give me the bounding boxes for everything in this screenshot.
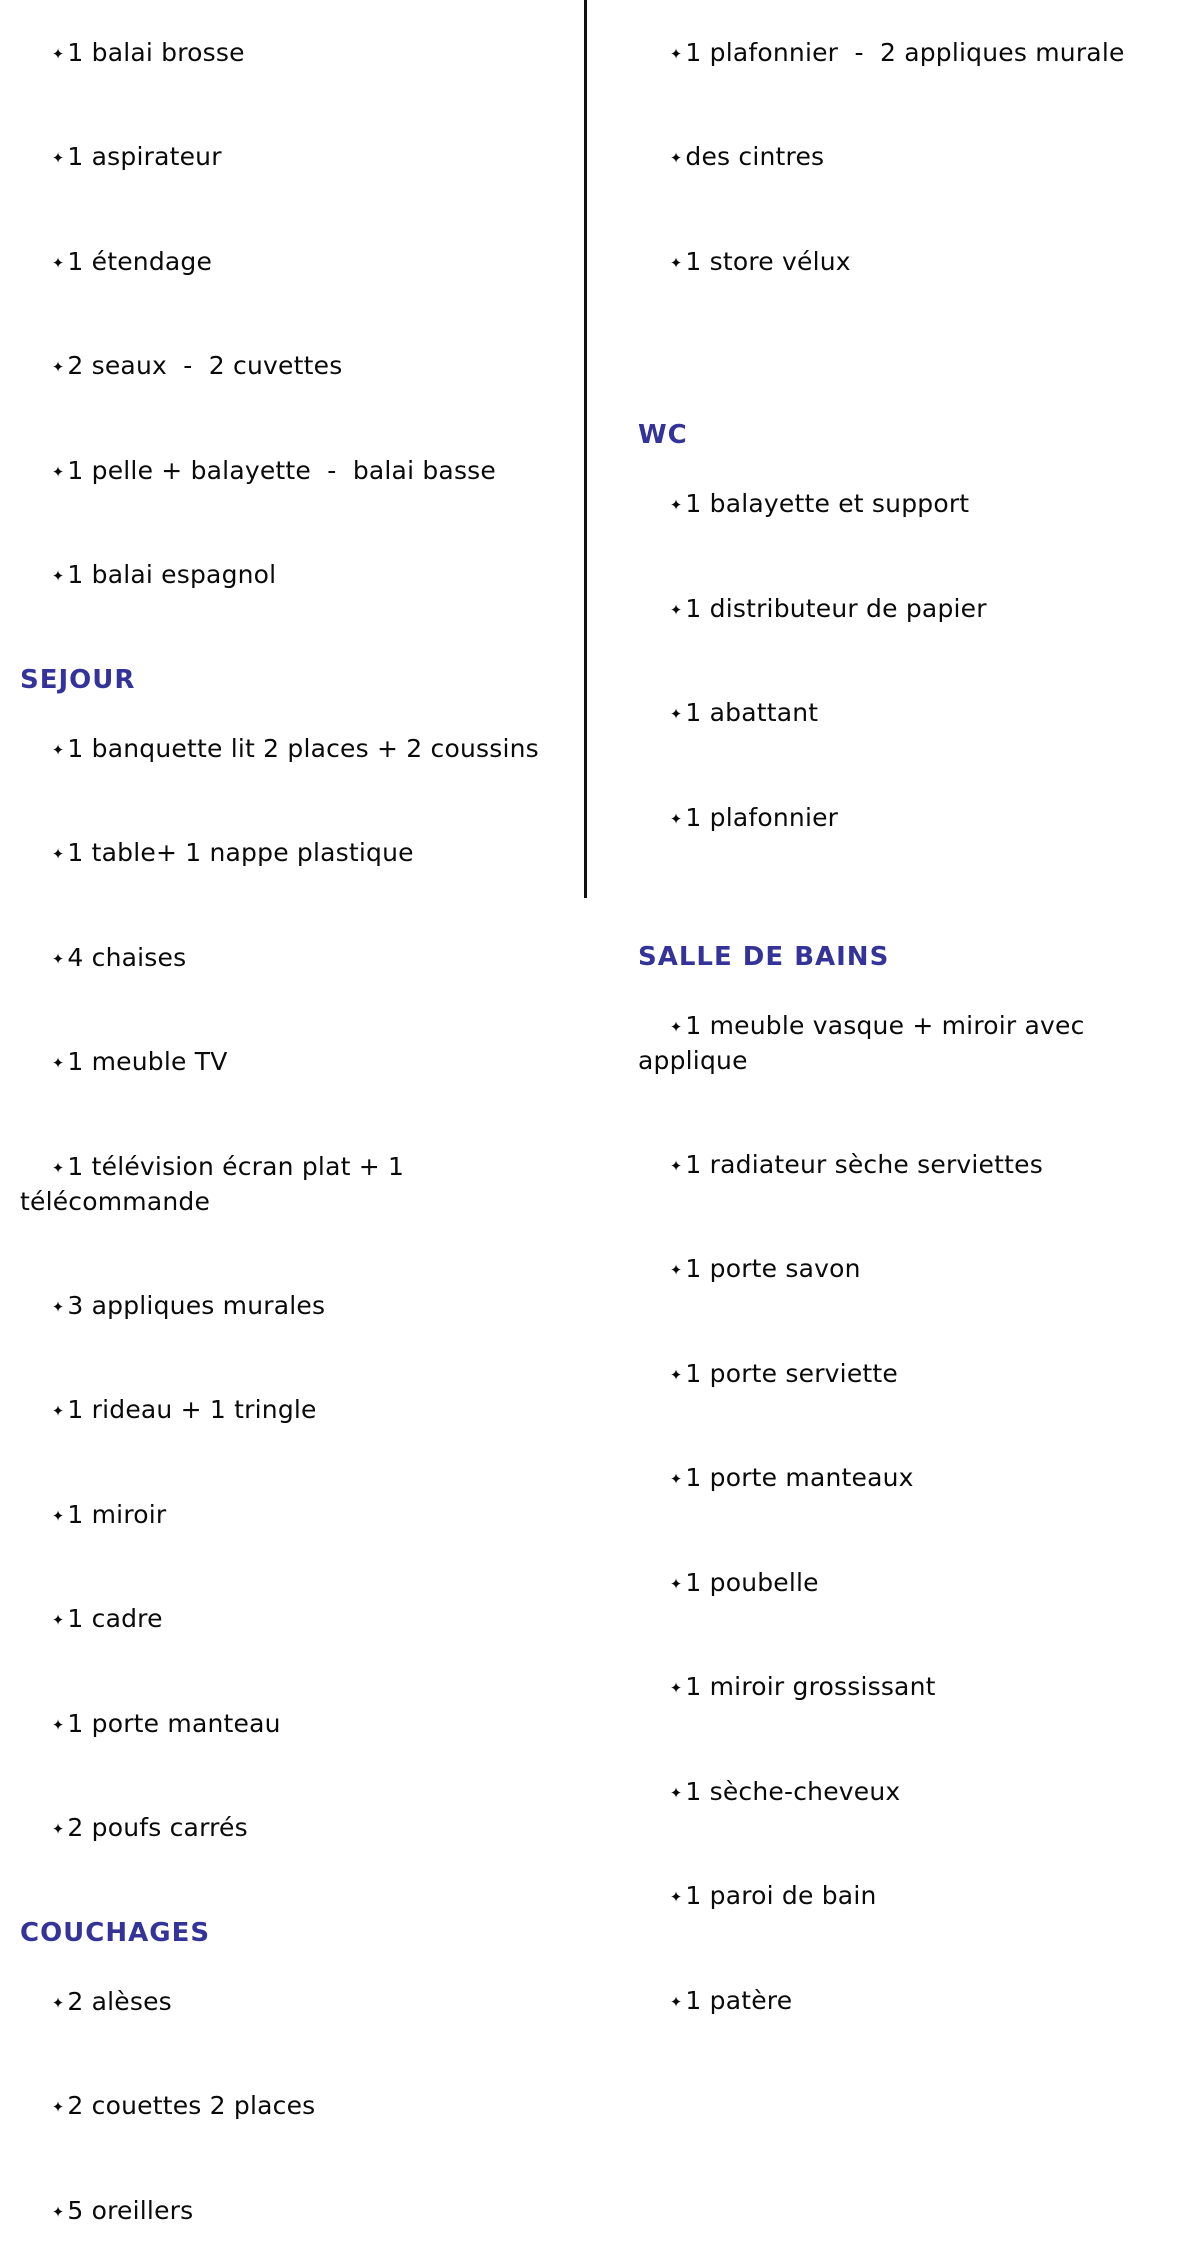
diamond-bullet-icon: ✦ (51, 949, 65, 968)
list-item (20, 1568, 577, 1673)
list-item (20, 2055, 577, 2160)
list-item (638, 766, 1192, 871)
list-item (20, 1115, 577, 1254)
inventory-section (638, 418, 1192, 871)
list-item (20, 1463, 577, 1568)
item-text: des cintres (685, 142, 825, 171)
item-text: 4 chaises (67, 942, 187, 972)
item-text: 1 abattant (685, 698, 819, 727)
item-text: 1 porte serviette (685, 1358, 898, 1388)
list-item (20, 1254, 577, 1359)
list-item (20, 1, 577, 106)
inventory-section (20, 1, 577, 628)
item-text: 1 étendage (67, 246, 213, 276)
item-text: 1 porte savon (685, 1254, 861, 1283)
list-item (20, 106, 577, 211)
item-text: 1 plafonnier - 2 appliques murale (685, 37, 1125, 67)
list-item (20, 1359, 577, 1464)
item-list (20, 1950, 577, 2264)
diamond-bullet-icon: ✦ (669, 1156, 683, 1175)
diamond-bullet-icon: ✦ (51, 1993, 65, 2012)
list-item (638, 1531, 1192, 1636)
inventory-section (638, 1, 1192, 315)
list-item (638, 1427, 1192, 1532)
section-title: WC (638, 420, 688, 450)
inventory-section (20, 1916, 577, 2264)
list-item (638, 210, 1192, 315)
diamond-bullet-icon: ✦ (669, 1574, 683, 1593)
list-item (20, 802, 577, 907)
list-item (638, 453, 1192, 558)
list-item (638, 1113, 1192, 1218)
item-text: 1 plafonnier (685, 802, 839, 832)
list-item (638, 1636, 1192, 1741)
diamond-bullet-icon: ✦ (51, 1402, 65, 1420)
item-list (638, 974, 1192, 2054)
item-text: 3 appliques murales (67, 1290, 326, 1320)
diamond-bullet-icon: ✦ (669, 1470, 683, 1488)
item-text: 5 oreillers (67, 2195, 194, 2225)
diamond-bullet-icon: ✦ (669, 1017, 683, 1036)
list-item (20, 1011, 577, 1116)
item-text: 1 aspirateur (67, 142, 222, 171)
diamond-bullet-icon: ✦ (669, 44, 683, 63)
diamond-bullet-icon: ✦ (51, 462, 65, 481)
item-list (638, 1, 1192, 315)
list-item (20, 697, 577, 802)
item-text: 1 paroi de bain (685, 1881, 877, 1910)
diamond-bullet-icon: ✦ (51, 1820, 65, 1838)
item-text: 1 meuble vasque + miroir avec applique (638, 1010, 1093, 1075)
diamond-bullet-icon: ✦ (669, 1679, 683, 1697)
diamond-bullet-icon: ✦ (669, 1783, 683, 1802)
list-item (638, 974, 1192, 1113)
item-text: 1 porte manteaux (685, 1463, 914, 1492)
item-text: 1 rideau + 1 tringle (67, 1395, 317, 1424)
item-text: 1 miroir (67, 1499, 167, 1529)
diamond-bullet-icon: ✦ (51, 44, 65, 63)
item-text: 1 meuble TV (67, 1047, 228, 1076)
diamond-bullet-icon: ✦ (669, 705, 683, 723)
item-text: 1 cadre (67, 1604, 163, 1633)
diamond-bullet-icon: ✦ (669, 1261, 683, 1279)
item-text: 1 poubelle (685, 1567, 819, 1597)
column-left (0, 0, 585, 2264)
item-text: 2 seaux - 2 cuvettes (67, 351, 343, 380)
diamond-bullet-icon: ✦ (51, 253, 65, 272)
item-text: 1 patère (685, 1985, 793, 2015)
list-item (638, 1218, 1192, 1323)
item-text: 1 distributeur de papier (685, 593, 987, 623)
item-list (638, 453, 1192, 871)
list-item (638, 1, 1192, 106)
diamond-bullet-icon: ✦ (51, 1158, 65, 1177)
inventory-section (20, 663, 577, 1882)
item-text: 1 balayette et support (685, 489, 970, 518)
diamond-bullet-icon: ✦ (51, 740, 65, 759)
list-item (638, 1949, 1192, 2054)
item-list (20, 697, 577, 1881)
item-text: 1 table+ 1 nappe plastique (67, 838, 414, 867)
item-text: 1 balai espagnol (67, 560, 277, 589)
list-item (20, 315, 577, 420)
item-text: 1 pelle + balayette - balai basse (67, 455, 496, 485)
column-right (588, 0, 1200, 2054)
item-text: 1 sèche-cheveux (685, 1776, 901, 1806)
list-item (20, 1672, 577, 1777)
diamond-bullet-icon: ✦ (51, 1506, 65, 1525)
diamond-bullet-icon: ✦ (51, 1054, 65, 1072)
item-text: 1 télévision écran plat + 1 télécommande (20, 1151, 413, 1216)
diamond-bullet-icon: ✦ (51, 1611, 65, 1629)
list-item (20, 2159, 577, 2264)
item-text: 2 alèses (67, 1986, 172, 2016)
section-title: SEJOUR (20, 664, 136, 695)
list-item (20, 1777, 577, 1882)
column-divider (584, 0, 587, 898)
list-item (20, 419, 577, 524)
item-text: 1 balai brosse (67, 37, 245, 67)
item-text: 2 couettes 2 places (67, 2091, 316, 2120)
diamond-bullet-icon: ✦ (51, 845, 65, 863)
diamond-bullet-icon: ✦ (669, 809, 683, 828)
section-title: COUCHAGES (20, 1917, 211, 1948)
list-item (638, 1322, 1192, 1427)
diamond-bullet-icon: ✦ (669, 600, 683, 619)
diamond-bullet-icon: ✦ (669, 253, 683, 272)
diamond-bullet-icon: ✦ (669, 149, 683, 167)
diamond-bullet-icon: ✦ (51, 2098, 65, 2116)
section-title: SALLE DE BAINS (638, 941, 890, 972)
item-text: 1 miroir grossissant (685, 1672, 936, 1701)
diamond-bullet-icon: ✦ (669, 496, 683, 514)
item-text: 1 radiateur sèche serviettes (685, 1149, 1043, 1179)
diamond-bullet-icon: ✦ (51, 149, 65, 167)
diamond-bullet-icon: ✦ (669, 1888, 683, 1906)
diamond-bullet-icon: ✦ (669, 1992, 683, 2011)
list-item (638, 106, 1192, 211)
diamond-bullet-icon: ✦ (51, 2202, 65, 2221)
item-text: 1 banquette lit 2 places + 2 coussins (67, 733, 539, 763)
diamond-bullet-icon: ✦ (51, 1715, 65, 1734)
list-item (638, 1845, 1192, 1950)
diamond-bullet-icon: ✦ (51, 1297, 65, 1316)
list-item (20, 210, 577, 315)
item-text: 1 store vélux (685, 246, 851, 276)
diamond-bullet-icon: ✦ (51, 567, 65, 585)
list-item (638, 1740, 1192, 1845)
list-item (20, 524, 577, 629)
diamond-bullet-icon: ✦ (669, 1365, 683, 1384)
item-list (20, 1, 577, 628)
item-text: 2 poufs carrés (67, 1813, 248, 1842)
list-item (20, 906, 577, 1011)
list-item (638, 662, 1192, 767)
inventory-section (638, 940, 1192, 2054)
diamond-bullet-icon: ✦ (51, 358, 65, 376)
list-item (20, 1950, 577, 2055)
item-text: 1 porte manteau (67, 1708, 281, 1738)
list-item (638, 557, 1192, 662)
